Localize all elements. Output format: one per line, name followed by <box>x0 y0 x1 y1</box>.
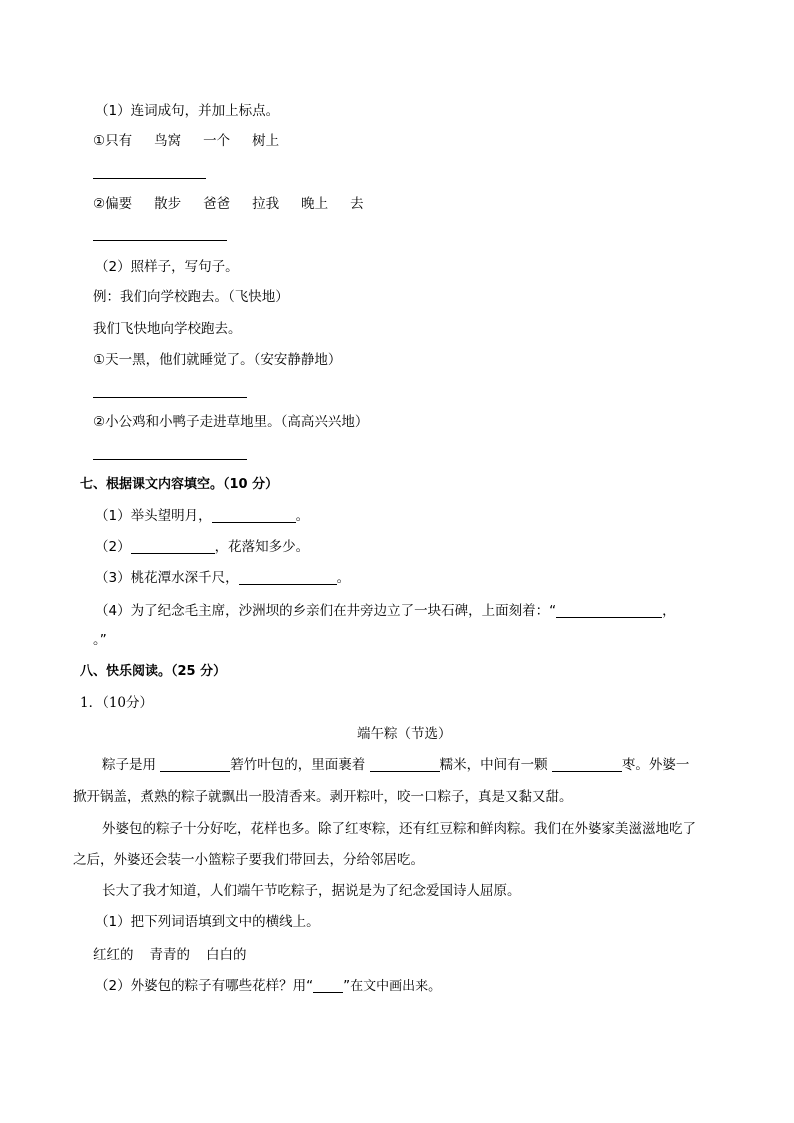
answer-line[interactable] <box>93 240 227 241</box>
word: 拉我 <box>252 196 280 212</box>
fill-4 <box>95 602 676 620</box>
q1-label: （1）连词成句，并加上标点。 <box>95 103 280 119</box>
fill-4-end: 。” <box>93 632 107 648</box>
word-choice: 红红的 <box>93 947 134 963</box>
passage-line: 之后，外婆还会装一小篮粽子要我们带回去，分给邻居吃。 <box>73 852 424 868</box>
fill-blank[interactable] <box>212 508 296 523</box>
sub-question-2 <box>95 977 441 996</box>
fill-text: （2） <box>95 539 131 555</box>
q2-label: （2）照样子，写句子。 <box>95 259 239 275</box>
section-8-heading: 八、快乐阅读。（25 分） <box>80 664 227 679</box>
fill-blank[interactable] <box>556 603 662 618</box>
underline-sample <box>313 978 343 993</box>
fill-text: （1）举头望明月， <box>95 508 212 524</box>
example-sentence: 例：我们向学校跑去。（飞快地） <box>93 289 289 305</box>
fill-blank[interactable] <box>370 757 440 772</box>
word-item-2 <box>93 195 386 213</box>
answer-line[interactable] <box>93 397 247 398</box>
item-number: ① <box>93 133 106 149</box>
fill-text: 。 <box>336 570 351 586</box>
question-text: 在文中画出来。 <box>350 979 442 994</box>
question-label: 1．（10分） <box>80 695 154 711</box>
sentence-2: ②小公鸡和小鸭子走进草地里。（高高兴兴地） <box>93 414 369 430</box>
fill-blank[interactable] <box>131 539 215 554</box>
fill-1 <box>95 507 309 525</box>
word-choices <box>93 946 247 964</box>
fill-3 <box>95 569 350 587</box>
word: 树上 <box>252 133 280 149</box>
passage-line: 掀开锅盖，煮熟的粽子就飘出一股清香来。剥开粽叶，咬一口粽子，真是又黏又甜。 <box>73 789 573 805</box>
sentence-1: ①天一黑，他们就睡觉了。（安安静静地） <box>93 352 342 368</box>
question-text: ” <box>343 978 351 994</box>
fill-2 <box>95 538 309 556</box>
word: 爸爸 <box>203 196 231 212</box>
example-answer: 我们飞快地向学校跑去。 <box>93 321 242 337</box>
passage-text: 糯米，中间有一颗 <box>439 757 552 773</box>
fill-blank[interactable] <box>239 570 337 585</box>
word: 去 <box>350 196 364 212</box>
section-7-heading: 七、根据课文内容填空。（10 分） <box>80 477 279 492</box>
item-number: ② <box>93 196 106 212</box>
fill-text: 。 <box>295 508 310 524</box>
word: 偏要 <box>105 196 133 212</box>
question-text: （2）外婆包的粽子有哪些花样？用“ <box>95 978 314 994</box>
passage-line: 外婆包的粽子十分好吃，花样也多。除了红枣粽，还有红豆粽和鲜肉粽。我们在外婆家美滋滋地吃了 <box>102 821 696 837</box>
word: 只有 <box>105 133 133 149</box>
passage-text: 粽子是用 <box>102 757 161 773</box>
word: 散步 <box>154 196 182 212</box>
fill-text: ， <box>662 603 676 619</box>
fill-text: （4）为了纪念毛主席，沙洲坝的乡亲们在井旁边立了一块石碑，上面刻着：“ <box>95 603 557 619</box>
passage-text: 枣。外婆一 <box>621 757 690 773</box>
word-choice: 白白的 <box>206 947 247 963</box>
fill-blank[interactable] <box>160 757 230 772</box>
word: 晚上 <box>301 196 329 212</box>
passage-text: 箬竹叶包的，里面裹着 <box>230 757 370 773</box>
answer-line[interactable] <box>93 178 206 179</box>
answer-line[interactable] <box>93 459 247 460</box>
fill-text: ，花落知多少。 <box>214 539 310 555</box>
passage-paragraph-1 <box>102 756 689 774</box>
word: 一个 <box>203 133 231 149</box>
word: 鸟窝 <box>154 133 182 149</box>
word-choice: 青青的 <box>149 947 190 963</box>
fill-blank[interactable] <box>552 757 622 772</box>
word-item-1 <box>93 132 301 150</box>
sub-question-1: （1）把下列词语填到文中的横线上。 <box>95 914 320 930</box>
fill-text: （3）桃花潭水深千尺， <box>95 570 239 586</box>
reading-title: 端午粽（节选） <box>357 726 452 742</box>
passage-line: 长大了我才知道，人们端午节吃粽子，据说是为了纪念爱国诗人屈原。 <box>102 883 521 899</box>
